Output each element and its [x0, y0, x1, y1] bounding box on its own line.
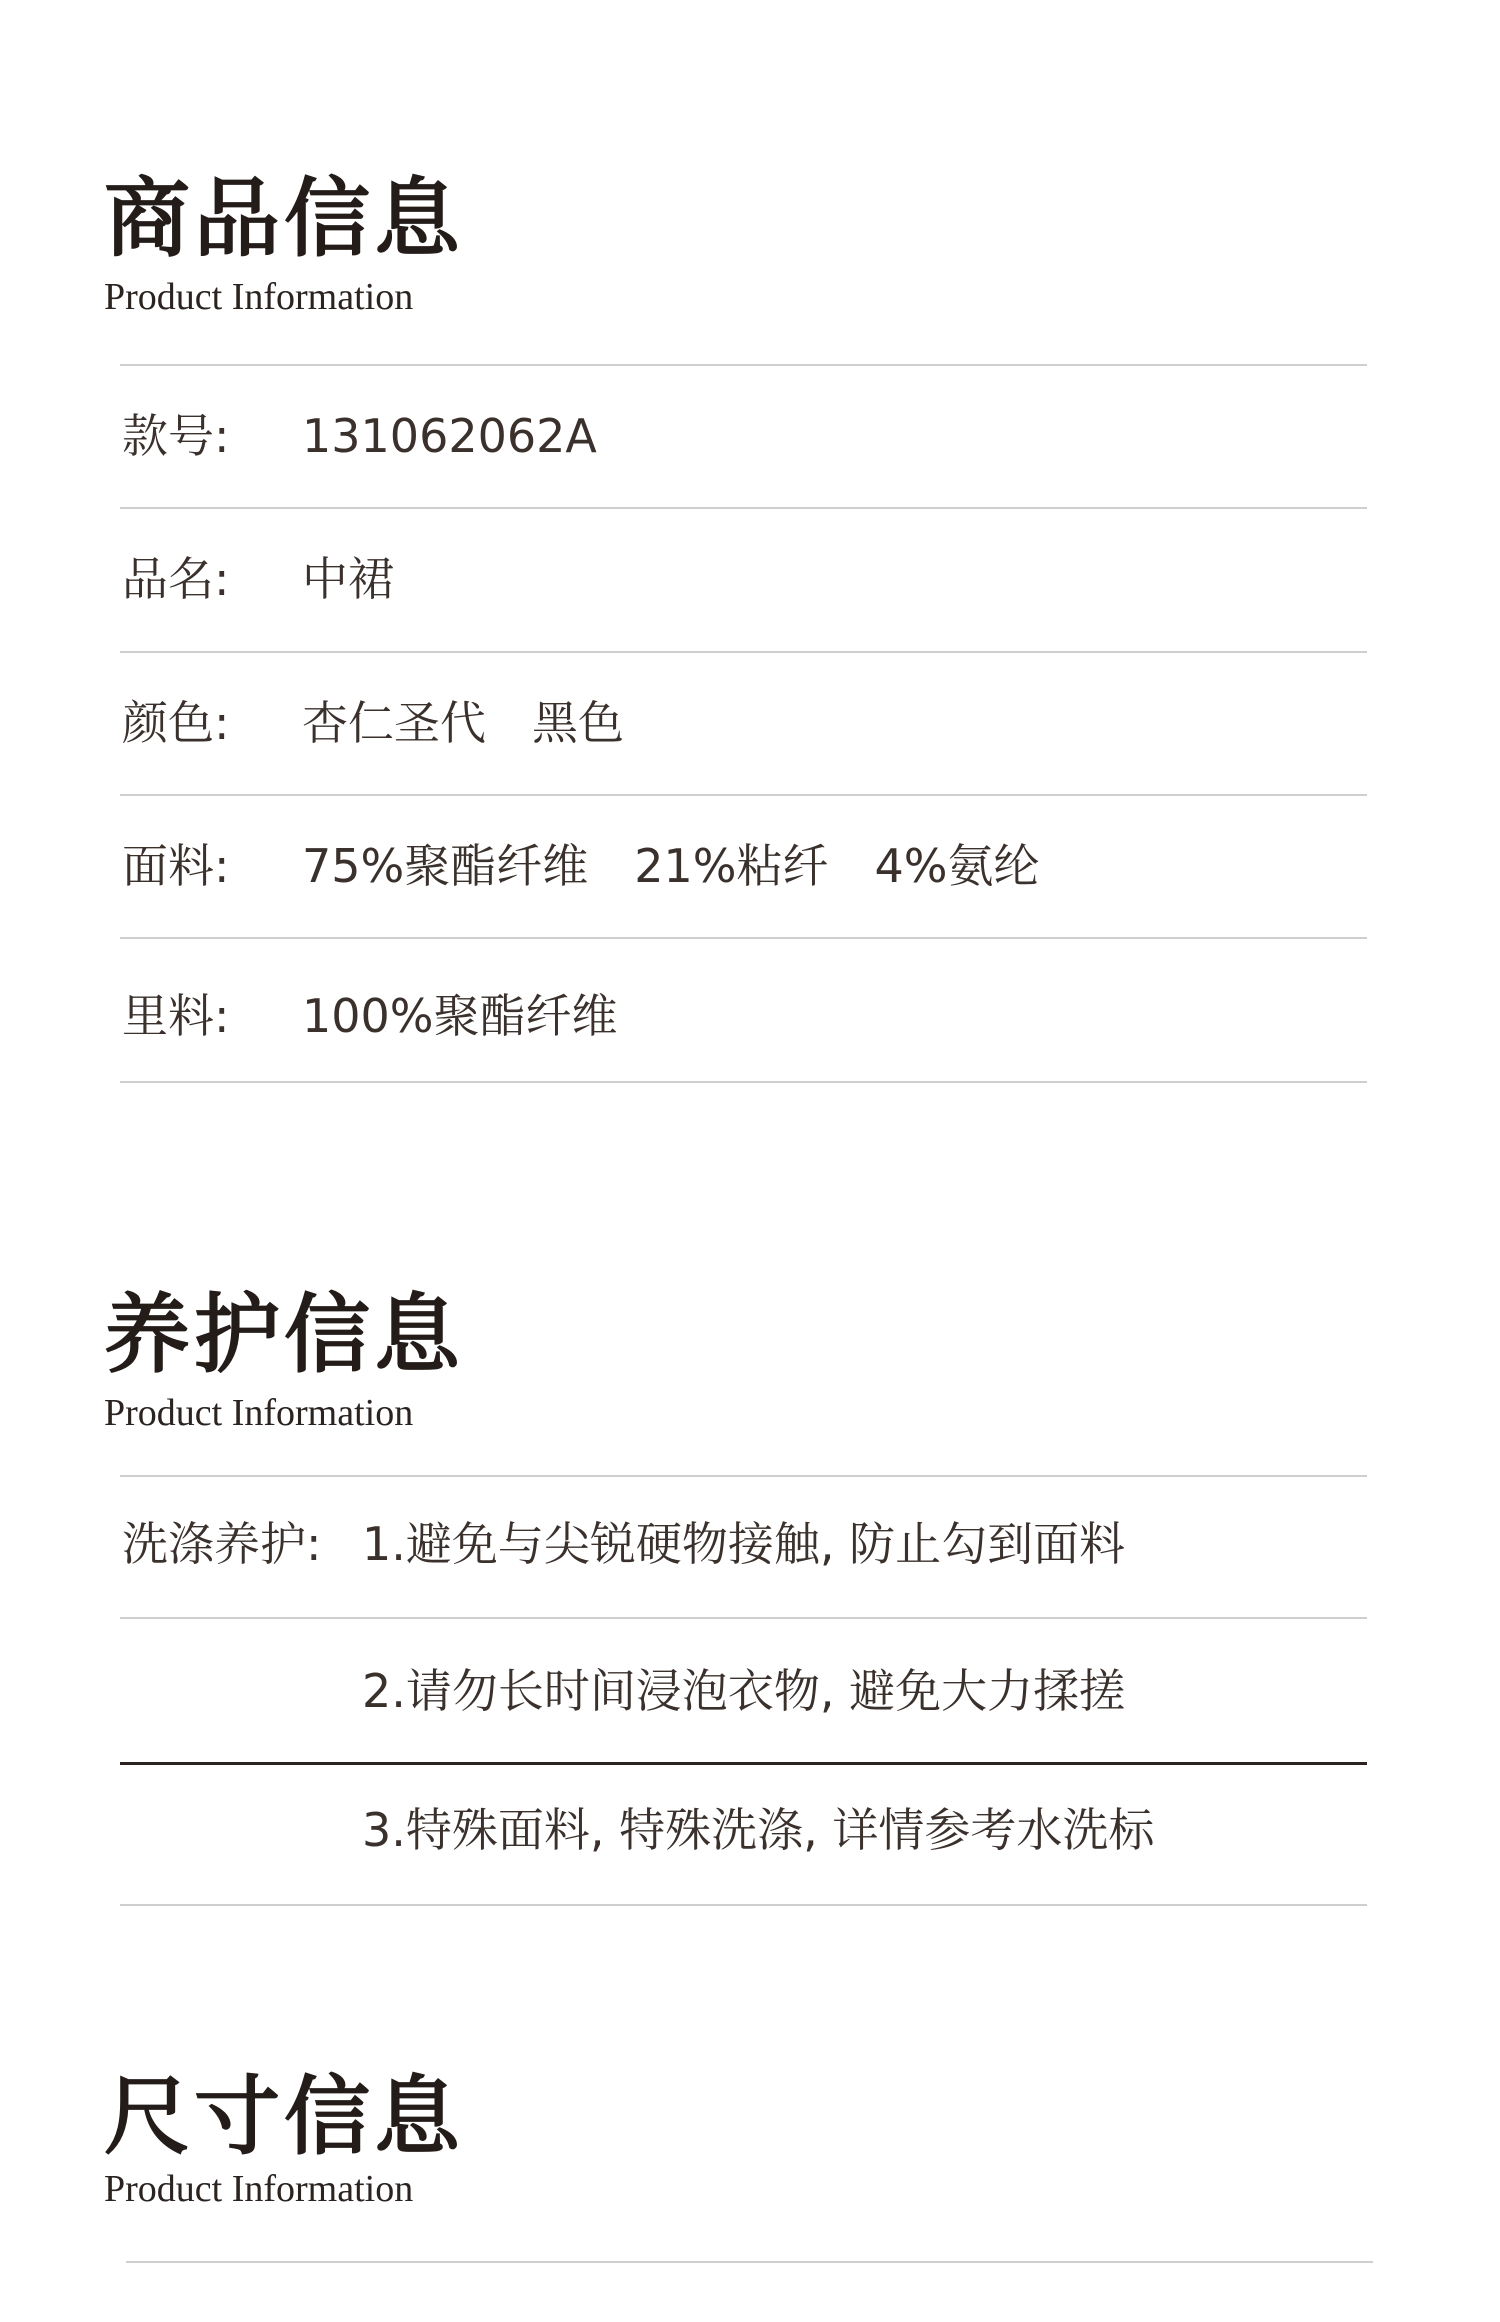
care-instruction: 3.特殊面料, 特殊洗涤, 详情参考水洗标: [362, 1803, 1155, 1857]
care-label: 洗涤养护:: [122, 1517, 322, 1571]
color-option: 杏仁圣代: [302, 696, 486, 750]
care-instruction: 1.避免与尖锐硬物接触, 防止勾到面料: [362, 1517, 1126, 1571]
color-option: 黑色: [532, 696, 624, 750]
divider: [120, 651, 1367, 653]
divider: [120, 794, 1367, 796]
care-info-subtitle: Product Information: [104, 1392, 414, 1434]
fabric-component: 21%粘纤: [634, 839, 829, 893]
size-info-title: 尺寸信息: [104, 2066, 464, 2167]
size-info-subtitle: Product Information: [104, 2168, 414, 2210]
care-instruction: 2.请勿长时间浸泡衣物, 避免大力揉搓: [362, 1664, 1126, 1718]
product-info-subtitle: Product Information: [104, 276, 414, 318]
divider: [120, 507, 1367, 509]
row-label: 面料:: [122, 839, 230, 893]
divider: [120, 1475, 1367, 1477]
divider: [120, 1904, 1367, 1906]
care-info-title: 养护信息: [104, 1284, 464, 1385]
row-value: 100%聚酯纤维: [302, 989, 618, 1043]
fabric-component: 75%聚酯纤维: [302, 839, 589, 893]
row-value: [302, 839, 1040, 893]
product-info-title: 商品信息: [104, 168, 464, 269]
row-label: 品名:: [122, 552, 230, 606]
divider: [126, 2261, 1373, 2263]
row-value: [302, 696, 624, 750]
divider: [120, 1762, 1367, 1765]
divider: [120, 1617, 1367, 1619]
row-value: 中裙: [302, 552, 394, 606]
fabric-component: 4%氨纶: [874, 839, 1040, 893]
row-value: 131062062A: [302, 409, 597, 463]
divider: [120, 364, 1367, 366]
row-label: 里料:: [122, 989, 230, 1043]
row-label: 款号:: [122, 409, 230, 463]
divider: [120, 1081, 1367, 1083]
divider: [120, 937, 1367, 939]
row-label: 颜色:: [122, 696, 230, 750]
